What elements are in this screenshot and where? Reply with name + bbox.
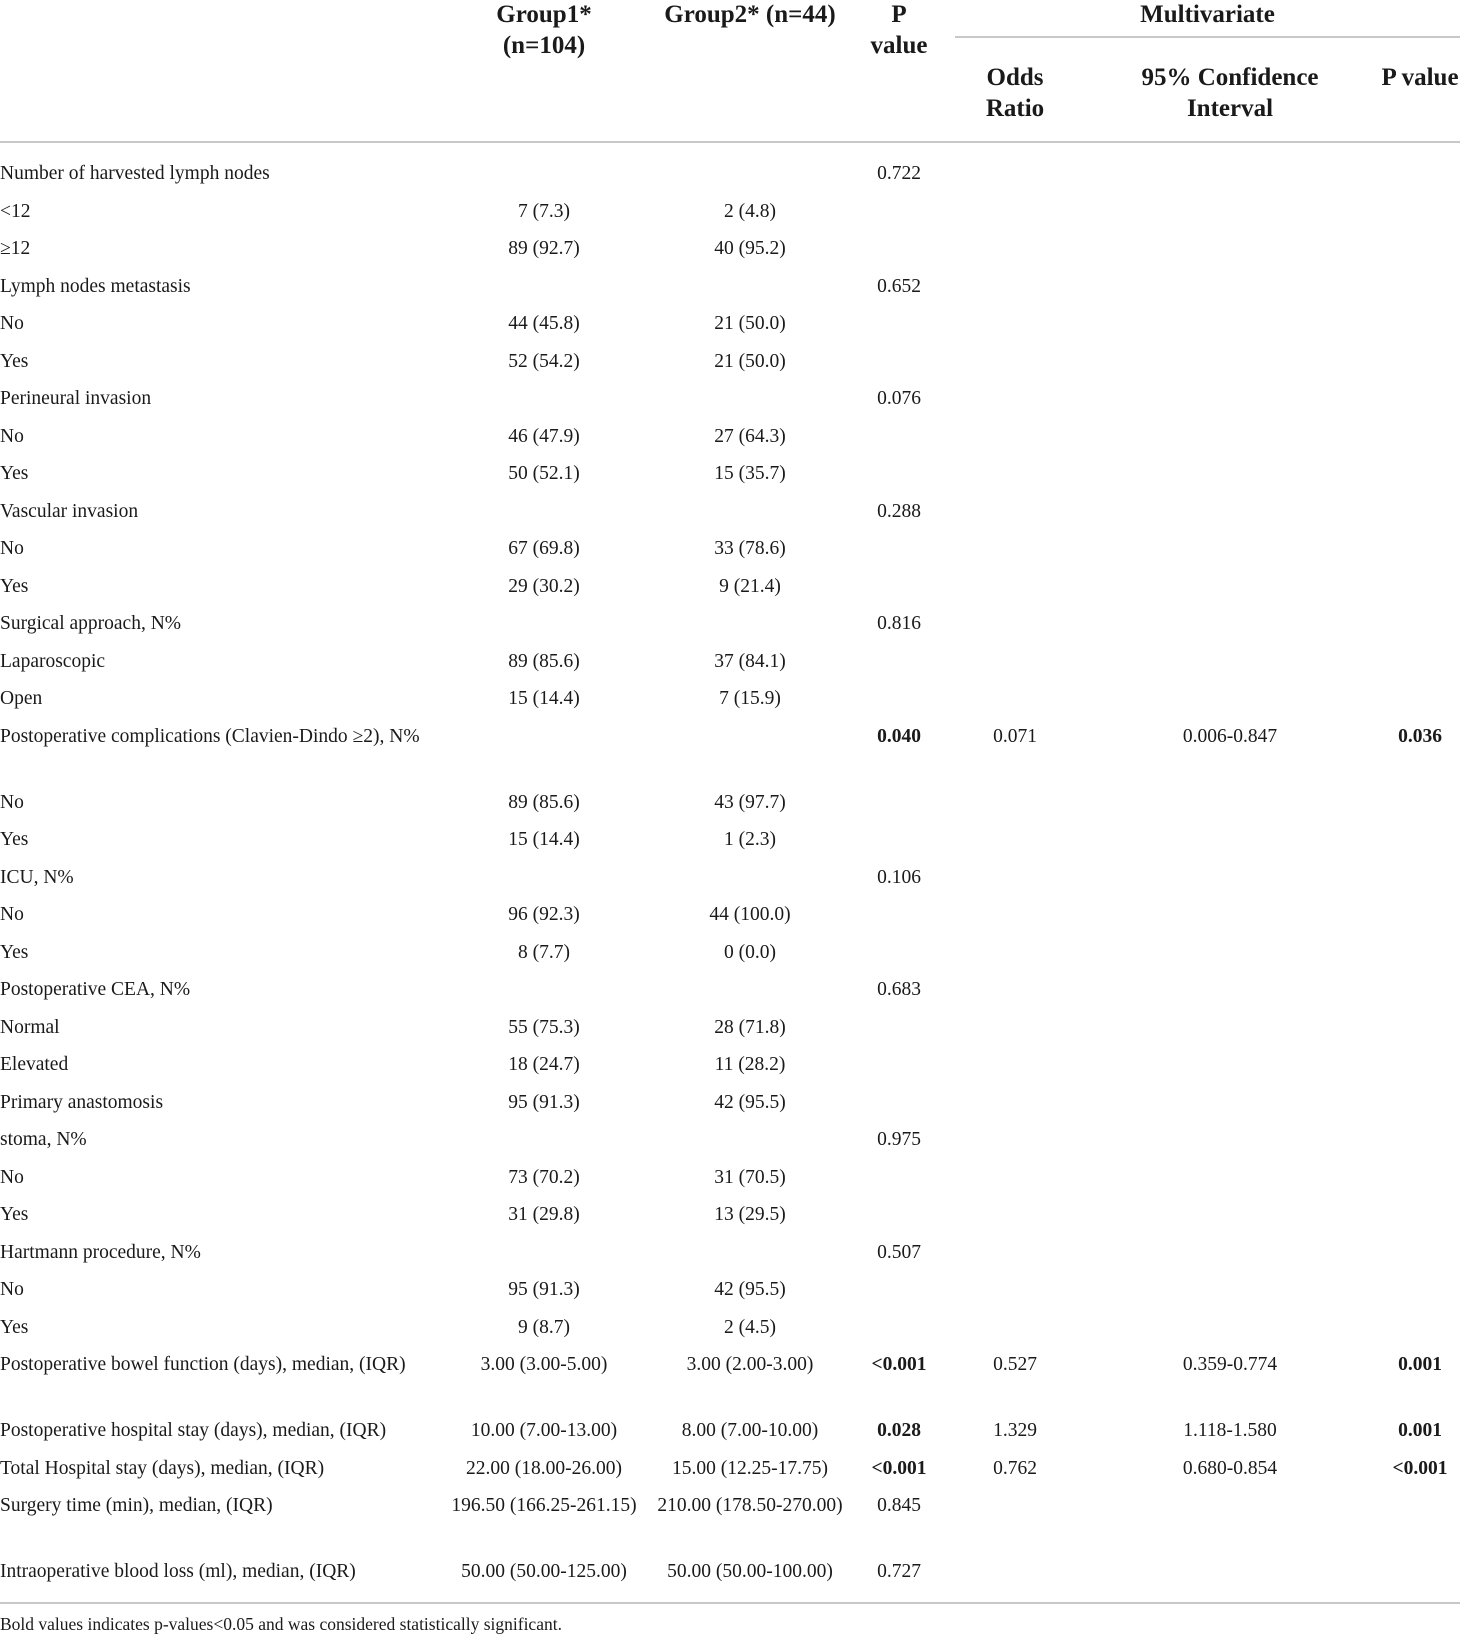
group2-value: 7 (15.9) xyxy=(719,688,781,709)
row-label: Yes xyxy=(0,1204,29,1225)
multivariate-p-value: 0.036 xyxy=(1398,725,1442,747)
table-row xyxy=(0,310,1460,348)
group2-value: 37 (84.1) xyxy=(714,650,786,672)
row-label: Hartmann procedure, N% xyxy=(0,1241,201,1263)
table-bottom-divider xyxy=(0,1602,1460,1604)
group1-value: 52 (54.2) xyxy=(508,350,580,372)
group2-value: 21 (50.0) xyxy=(714,350,786,372)
group2-value: 40 (95.2) xyxy=(714,238,786,259)
p-value: <0.001 xyxy=(871,1354,927,1375)
row-label: Yes xyxy=(0,575,29,597)
group2-value: 9 (21.4) xyxy=(719,575,781,597)
odds-ratio-value: 0.762 xyxy=(993,1457,1037,1479)
header-multivariate-p-value: P value xyxy=(1381,64,1459,91)
multivariate-underline xyxy=(955,36,1460,38)
group1-value: 7 (7.3) xyxy=(518,200,570,222)
row-label: No xyxy=(0,313,24,334)
table-row xyxy=(0,1276,1460,1314)
group1-value: 10.00 (7.00-13.00) xyxy=(470,1420,618,1441)
table-row xyxy=(0,976,1460,1014)
group1-value: 9 (8.7) xyxy=(518,1316,570,1338)
group2-value: 27 (64.3) xyxy=(714,425,786,447)
row-label: No xyxy=(0,791,24,813)
group2-value: 15.00 (12.25-17.75) xyxy=(672,1457,828,1479)
table-row xyxy=(0,1558,1460,1596)
row-label: Number of harvested lymph nodes xyxy=(0,163,270,184)
table-row xyxy=(0,1089,1460,1127)
group2-value: 13 (29.5) xyxy=(714,1204,786,1225)
group2-value: 42 (95.5) xyxy=(714,1091,786,1113)
p-value: 0.722 xyxy=(877,163,921,184)
row-label: Postoperative hospital stay (days), median, (IQR) xyxy=(0,1420,387,1441)
table-row xyxy=(0,1314,1460,1352)
group2-value: 33 (78.6) xyxy=(714,538,786,559)
row-label: Yes xyxy=(0,1316,29,1338)
row-label: Yes xyxy=(0,941,29,963)
row-label: Vascular invasion xyxy=(0,500,139,522)
group2-value: 0 (0.0) xyxy=(724,941,776,963)
row-label: Postoperative complications (Clavien-Dindo ≥2), N% xyxy=(0,725,420,747)
group2-value: 210.00 (178.50-270.00) xyxy=(657,1495,843,1516)
row-label: No xyxy=(0,538,24,559)
row-label: No xyxy=(0,425,24,447)
table-row xyxy=(0,1126,1460,1164)
row-label: Yes xyxy=(0,350,29,372)
group2-value: 2 (4.8) xyxy=(724,200,776,222)
group2-value: 42 (95.5) xyxy=(714,1279,786,1300)
group2-value: 2 (4.5) xyxy=(724,1316,776,1338)
table-row xyxy=(0,789,1460,827)
group1-value: 73 (70.2) xyxy=(508,1166,580,1188)
table-row xyxy=(0,198,1460,236)
odds-ratio-value: 0.071 xyxy=(993,725,1037,747)
group2-value: 31 (70.5) xyxy=(714,1166,786,1188)
row-label: Primary anastomosis xyxy=(0,1091,164,1113)
p-value: 0.652 xyxy=(877,275,921,297)
row-label: No xyxy=(0,1166,24,1188)
group2-value: 21 (50.0) xyxy=(714,313,786,334)
table-row xyxy=(0,1014,1460,1052)
row-label: ≥12 xyxy=(0,238,31,259)
row-label: Surgery time (min), median, (IQR) xyxy=(0,1495,273,1516)
group2-value: 11 (28.2) xyxy=(714,1054,786,1075)
group2-value: 1 (2.3) xyxy=(724,829,776,850)
table-row xyxy=(0,723,1460,789)
table-row xyxy=(0,573,1460,611)
group2-value: 50.00 (50.00-100.00) xyxy=(667,1561,833,1582)
header-odds-ratio: Odds Ratio xyxy=(985,64,1045,122)
odds-ratio-value: 1.329 xyxy=(993,1420,1037,1441)
header-divider xyxy=(0,141,1460,143)
table-row xyxy=(0,1239,1460,1277)
row-label: No xyxy=(0,1279,24,1300)
table-row xyxy=(0,864,1460,902)
group1-value: 29 (30.2) xyxy=(508,575,580,597)
p-value: 0.028 xyxy=(877,1420,921,1441)
group2-value: 15 (35.7) xyxy=(714,463,786,484)
p-value: 0.845 xyxy=(877,1495,921,1516)
p-value: 0.975 xyxy=(877,1129,921,1150)
table-row xyxy=(0,385,1460,423)
row-label: Surgical approach, N% xyxy=(0,613,182,634)
multivariate-p-value: <0.001 xyxy=(1392,1457,1448,1479)
row-label: Intraoperative blood loss (ml), median, (IQR) xyxy=(0,1561,356,1582)
row-label: Yes xyxy=(0,829,29,850)
group1-value: 89 (85.6) xyxy=(508,791,580,813)
table-row xyxy=(0,648,1460,686)
header-p-value: P value xyxy=(870,1,928,59)
table-row xyxy=(0,535,1460,573)
group1-value: 89 (85.6) xyxy=(508,650,580,672)
table-row xyxy=(0,610,1460,648)
group1-value: 50 (52.1) xyxy=(508,463,580,484)
table-row xyxy=(0,1164,1460,1202)
table-row xyxy=(0,1201,1460,1239)
table-row xyxy=(0,1351,1460,1417)
row-label: Postoperative bowel function (days), median, (IQR) xyxy=(0,1354,406,1375)
row-label: ICU, N% xyxy=(0,866,74,888)
row-label: Postoperative CEA, N% xyxy=(0,979,191,1000)
row-label: Lymph nodes metastasis xyxy=(0,275,191,297)
row-label: Yes xyxy=(0,463,29,484)
group1-value: 44 (45.8) xyxy=(508,313,580,334)
p-value: 0.106 xyxy=(877,866,921,888)
group1-value: 15 (14.4) xyxy=(508,688,580,709)
table-row xyxy=(0,939,1460,977)
table-row xyxy=(0,160,1460,198)
table-footnote: Bold values indicates p-values<0.05 and was considered statistically significant. xyxy=(0,1614,562,1634)
table-body xyxy=(0,160,1460,1596)
table-row xyxy=(0,460,1460,498)
group2-value: 43 (97.7) xyxy=(714,791,786,813)
group1-value: 96 (92.3) xyxy=(508,904,580,925)
table-row xyxy=(0,423,1460,461)
multivariate-p-value: 0.001 xyxy=(1398,1420,1442,1441)
p-value: 0.683 xyxy=(877,979,921,1000)
table-row xyxy=(0,685,1460,723)
p-value: 0.040 xyxy=(877,725,921,747)
group2-value: 3.00 (2.00-3.00) xyxy=(686,1354,814,1375)
p-value: 0.076 xyxy=(877,388,921,409)
group1-value: 67 (69.8) xyxy=(508,538,580,559)
table-row xyxy=(0,273,1460,311)
table-row xyxy=(0,901,1460,939)
group1-value: 196.50 (166.25-261.15) xyxy=(451,1495,637,1516)
row-label: stoma, N% xyxy=(0,1129,87,1150)
group1-value: 89 (92.7) xyxy=(508,238,580,259)
confidence-interval-value: 1.118-1.580 xyxy=(1183,1420,1277,1441)
header-group1: Group1* (n=104) xyxy=(496,1,592,59)
p-value: 0.507 xyxy=(877,1241,921,1263)
row-label: Open xyxy=(0,688,43,709)
row-label: Total Hospital stay (days), median, (IQR) xyxy=(0,1457,325,1479)
header-group2: Group2* (n=44) xyxy=(664,1,836,28)
multivariate-p-value: 0.001 xyxy=(1398,1354,1442,1375)
p-value: 0.816 xyxy=(877,613,921,634)
confidence-interval-value: 0.359-0.774 xyxy=(1182,1354,1278,1375)
row-label: Laparoscopic xyxy=(0,650,106,672)
table-row xyxy=(0,1417,1460,1455)
odds-ratio-value: 0.527 xyxy=(993,1354,1037,1375)
group2-value: 8.00 (7.00-10.00) xyxy=(681,1420,819,1441)
p-value: 0.727 xyxy=(877,1561,921,1582)
row-label: Perineural invasion xyxy=(0,388,152,409)
table-row xyxy=(0,1455,1460,1493)
group1-value: 95 (91.3) xyxy=(508,1091,580,1113)
group2-value: 28 (71.8) xyxy=(714,1016,786,1038)
group1-value: 55 (75.3) xyxy=(508,1016,580,1038)
table-row xyxy=(0,235,1460,273)
p-value: 0.288 xyxy=(877,500,921,522)
row-label: <12 xyxy=(0,200,31,222)
table-row xyxy=(0,826,1460,864)
group1-value: 46 (47.9) xyxy=(508,425,580,447)
table-row xyxy=(0,1051,1460,1089)
row-label: Elevated xyxy=(0,1054,69,1075)
group1-value: 31 (29.8) xyxy=(508,1204,580,1225)
group1-value: 18 (24.7) xyxy=(508,1054,580,1075)
header-multivariate: Multivariate xyxy=(1140,1,1275,28)
row-label: No xyxy=(0,904,24,925)
row-label: Normal xyxy=(0,1016,60,1038)
group1-value: 3.00 (3.00-5.00) xyxy=(480,1354,608,1375)
group2-value: 44 (100.0) xyxy=(709,904,791,925)
group1-value: 95 (91.3) xyxy=(508,1279,580,1300)
confidence-interval-value: 0.006-0.847 xyxy=(1182,725,1278,747)
table-row xyxy=(0,498,1460,536)
confidence-interval-value: 0.680-0.854 xyxy=(1182,1457,1278,1479)
table-row xyxy=(0,348,1460,386)
header-confidence-interval: 95% Confidence Interval xyxy=(1141,64,1319,122)
group1-value: 8 (7.7) xyxy=(518,941,570,963)
p-value: <0.001 xyxy=(871,1457,927,1479)
group1-value: 22.00 (18.00-26.00) xyxy=(466,1457,622,1479)
table-row xyxy=(0,1492,1460,1558)
group1-value: 50.00 (50.00-125.00) xyxy=(461,1561,627,1582)
group1-value: 15 (14.4) xyxy=(508,829,580,850)
